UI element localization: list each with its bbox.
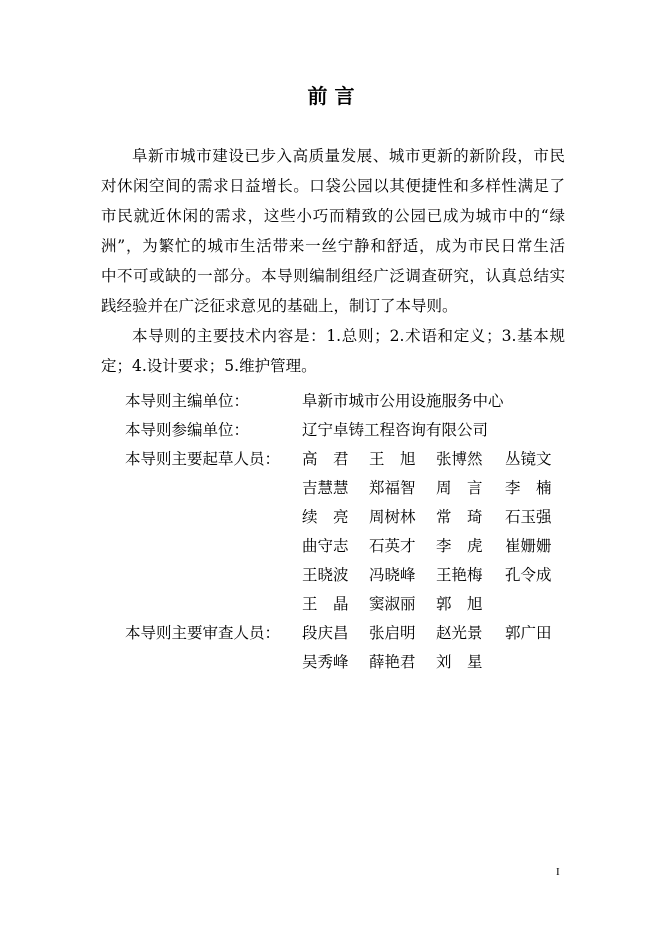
person-name: 王 旭 [369, 450, 416, 468]
person-name: 吉慧慧 [302, 479, 349, 497]
drafters-row [0, 560, 662, 590]
person-name: 孔令成 [505, 566, 552, 584]
person-name: 高 君 [302, 450, 349, 468]
drafters-row [0, 444, 662, 474]
person-name: 赵光景 [436, 624, 483, 642]
person-name: 薛艳君 [369, 653, 416, 671]
person-name: 李 楠 [505, 479, 552, 497]
person-name: 张启明 [369, 624, 416, 642]
person-name: 周树林 [369, 508, 416, 526]
drafters-row [0, 473, 662, 503]
person-name: 郑福智 [369, 479, 416, 497]
person-name: 常 琦 [436, 508, 483, 526]
editor-value: 阜新市城市公用设施服务中心 [302, 392, 504, 410]
person-name: 郭广田 [505, 624, 552, 642]
participant-label: 本导则参编单位： [125, 421, 250, 439]
person-name: 李 虎 [436, 537, 483, 555]
paragraph-line: 洲”，为繁忙的城市生活带来一丝宁静和舒适，成为市民日常生活 [101, 237, 565, 255]
paragraph-line: 定；4.设计要求；5.维护管理。 [101, 357, 317, 375]
paragraph-line: 对休闲空间的需求日益增长。口袋公园以其便捷性和多样性满足了 [101, 177, 565, 195]
editor-label: 本导则主编单位： [125, 392, 250, 410]
person-name: 续 亮 [302, 508, 349, 526]
person-name: 周 言 [436, 479, 483, 497]
person-name: 段庆昌 [302, 624, 349, 642]
reviewers-row [0, 647, 662, 677]
page-title: 前 言 [307, 84, 355, 108]
person-name: 曲守志 [302, 537, 349, 555]
page-number: I [556, 866, 560, 878]
participant-row [0, 415, 662, 445]
person-name: 王艳梅 [436, 566, 483, 584]
person-name: 冯晓峰 [369, 566, 416, 584]
drafters-label: 本导则主要起草人员： [125, 450, 281, 468]
paragraph-line: 本导则的主要技术内容是：1.总则；2.术语和定义；3.基本规 [132, 327, 565, 345]
person-name: 张博然 [436, 450, 483, 468]
person-name: 刘 星 [436, 653, 483, 671]
drafters-row [0, 502, 662, 532]
person-name: 王 晶 [302, 595, 349, 613]
person-name: 吴秀峰 [302, 653, 349, 671]
paragraph-line: 践经验并在广泛征求意见的基础上，制订了本导则。 [101, 297, 458, 315]
content-paragraph [101, 321, 565, 381]
person-name: 丛镜文 [505, 450, 552, 468]
person-name: 石英才 [369, 537, 416, 555]
person-name: 王晓波 [302, 566, 349, 584]
person-name: 石玉强 [505, 508, 552, 526]
intro-paragraph [101, 141, 565, 321]
paragraph-line: 中不可或缺的一部分。本导则编制组经广泛调查研究，认真总结实 [101, 267, 565, 285]
editor-row [0, 386, 662, 416]
drafters-row [0, 589, 662, 619]
reviewers-label: 本导则主要审查人员： [125, 624, 281, 642]
participant-value: 辽宁卓铸工程咨询有限公司 [302, 421, 489, 439]
paragraph-line: 市民就近休闲的需求，这些小巧而精致的公园已成为城市中的“绿 [101, 207, 565, 225]
reviewers-row [0, 618, 662, 648]
paragraph-line: 阜新市城市建设已步入高质量发展、城市更新的新阶段，市民 [132, 147, 565, 165]
drafters-row [0, 531, 662, 561]
person-name: 崔姗姗 [505, 537, 552, 555]
person-name: 窦淑丽 [369, 595, 416, 613]
person-name: 郭 旭 [436, 595, 483, 613]
